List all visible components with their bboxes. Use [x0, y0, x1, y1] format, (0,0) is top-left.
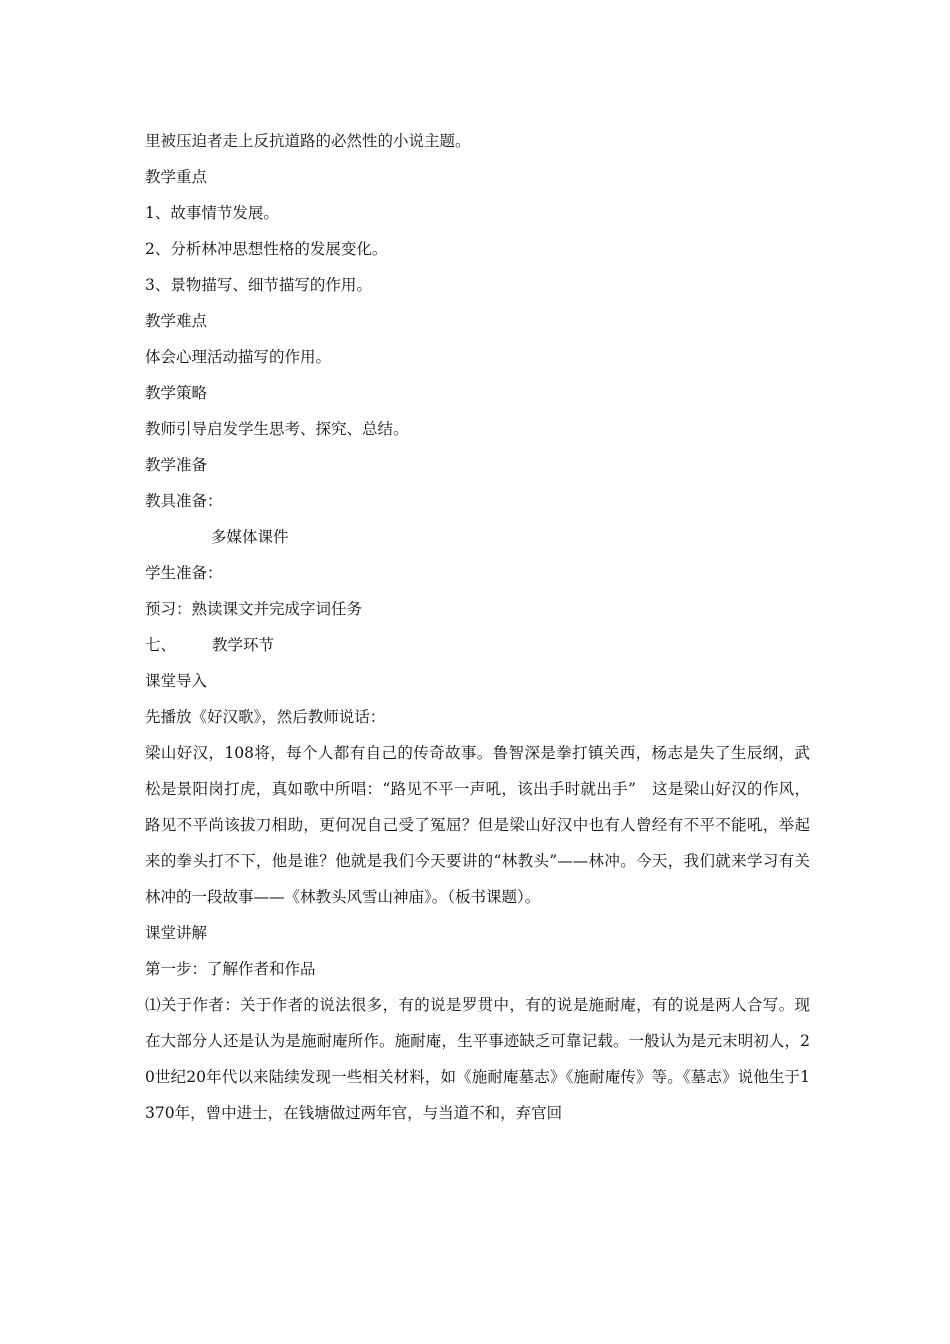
section-title: 教学环节 — [212, 636, 275, 654]
heading-class-intro: 课堂导入 — [145, 672, 208, 690]
heading-class-lecture: 课堂讲解 — [145, 924, 208, 942]
text-multimedia: 多媒体课件 — [211, 528, 289, 546]
section-number: 七、 — [145, 636, 177, 654]
text-step-one: 第一步：了解作者和作品 — [145, 960, 316, 978]
text-difficulty: 体会心理活动描写的作用。 — [145, 348, 332, 366]
list-item-focus-2: 2、分析林冲思想性格的发展变化。 — [145, 240, 388, 258]
text-strategy: 教师引导启发学生思考、探究、总结。 — [145, 420, 409, 438]
list-item-focus-1: 1、故事情节发展。 — [145, 204, 279, 222]
heading-teaching-focus: 教学重点 — [145, 168, 208, 186]
label-student-preparation: 学生准备： — [145, 564, 223, 582]
text-preview: 预习：熟读课文并完成字词任务 — [145, 600, 363, 618]
heading-teaching-difficulty: 教学难点 — [145, 312, 208, 330]
heading-section-seven — [145, 627, 810, 663]
paragraph-intro-speech: 梁山好汉，108将，每个人都有自己的传奇故事。鲁智深是拳打镇关西，杨志是失了生辰纲，武松是景阳岗打虎，真如歌中所唱：“路见不平一声吼，该出手时就出手” 这是梁山好汉的作风，路见不平尚该拔刀相助，更何况自己受了冤屈？但是梁山好汉中也有人曾经有不平不能吼，举起来的拳头打不下，他是谁？他就是我们今天要讲的“林教头”——林冲。今天，我们就来学习有关林冲的一段故事——《林教头风雪山神庙》。（板书课题）。 — [145, 744, 810, 906]
heading-teaching-preparation: 教学准备 — [145, 456, 208, 474]
text-line-theme-end: 里被压迫者走上反抗道路的必然性的小说主题。 — [145, 132, 471, 150]
paragraph-about-author: ⑴关于作者：关于作者的说法很多，有的说是罗贯中，有的说是施耐庵，有的说是两人合写。现在大部分人还是认为是施耐庵所作。施耐庵，生平事迹缺乏可靠记载。一般认为是元末明初人，20世纪20年代以来陆续发现一些相关材料，如《施耐庵墓志》《施耐庵传》等。《墓志》说他生于1370年，曾中进士，在钱塘做过两年官，与当道不和，弃官回 — [145, 996, 810, 1122]
label-teaching-tools: 教具准备： — [145, 492, 223, 510]
heading-teaching-strategy: 教学策略 — [145, 384, 208, 402]
document-body — [145, 123, 810, 1131]
list-item-focus-3: 3、景物描写、细节描写的作用。 — [145, 276, 372, 294]
text-play-song: 先播放《好汉歌》，然后教师说话： — [145, 708, 386, 726]
